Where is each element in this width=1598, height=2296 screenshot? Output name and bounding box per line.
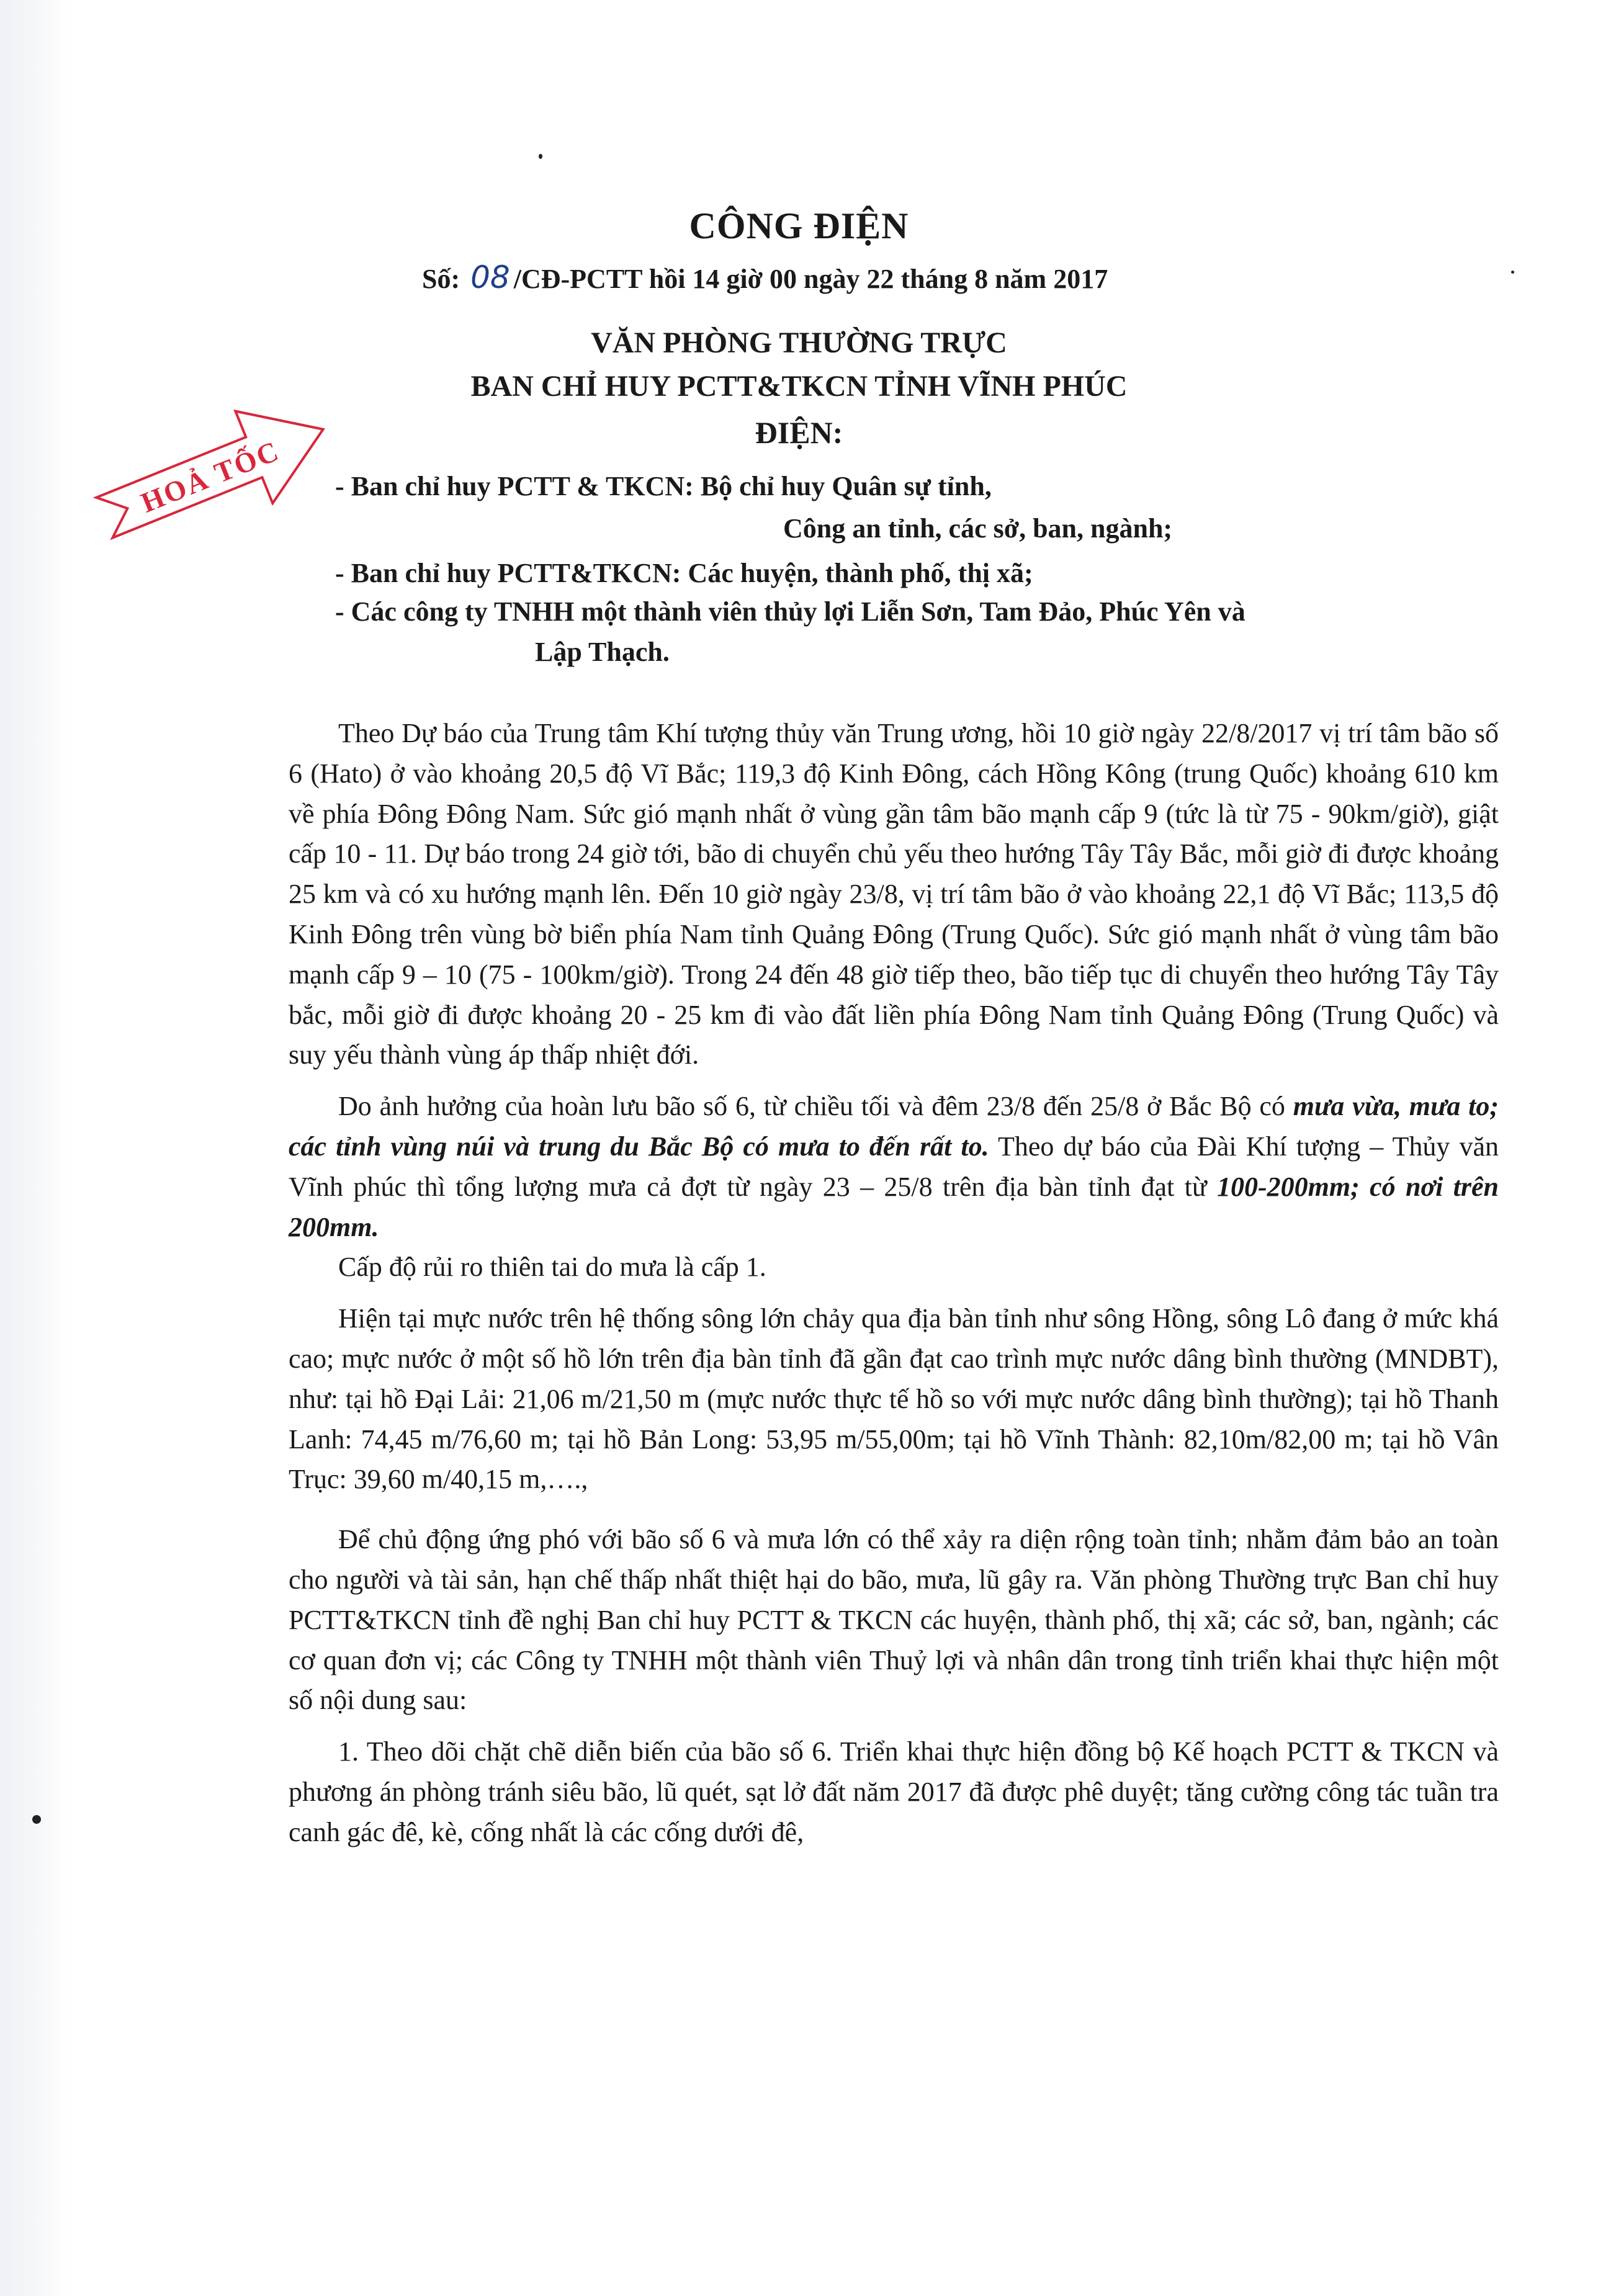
document-title: CÔNG ĐIỆN (689, 205, 909, 246)
document-body (289, 714, 1499, 1853)
issuer-line-1: VĂN PHÒNG THƯỜNG TRỰC (591, 326, 1007, 359)
so-rest: /CĐ-PCTT hồi 14 giờ 00 ngày 22 tháng 8 năm 2017 (513, 264, 1108, 294)
dien-heading: ĐIỆN: (755, 415, 843, 450)
scan-speck (1511, 271, 1514, 274)
scan-speck (32, 1815, 41, 1824)
rain-text-d: 100-200mm; có nơi trên 200mm. (289, 1171, 1499, 1242)
recipient-2: - Ban chỉ huy PCTT&TKCN: Các huyện, thành phố, thị xã; (335, 558, 1033, 588)
stamp-text: HOẢ TỐC (136, 434, 285, 519)
rain-text-a: Do ảnh hưởng của hoàn lưu bão số 6, từ chiều tối và đêm 23/8 đến 25/8 ở Bắc Bộ có (338, 1091, 1293, 1122)
paragraph-request: Để chủ động ứng phó với bão số 6 và mưa lớn có thể xảy ra diện rộng toàn tỉnh; nhằm đảm bảo an toàn cho người và tài sản, hạn chế thấp nhất thiệt hại do bão, mưa, lũ gây ra. Văn phòng Thường trực Ban chỉ huy PCTT&TKCN tỉnh đề nghị Ban chỉ huy PCTT & TKCN các huyện, thành phố, thị xã; các sở, ban, ngành; các cơ quan đơn vị; các Công ty TNHH một thành viên Thuỷ lợi và nhân dân trong tỉnh triển khai thực hiện một số nội dung sau: (289, 1524, 1499, 1716)
hoa-toc-stamp (68, 385, 366, 546)
handwritten-number: 08 (470, 259, 510, 295)
so-prefix: Số: (422, 264, 460, 294)
recipient-1: - Ban chỉ huy PCTT & TKCN: Bộ chỉ huy Quân sự tỉnh, (335, 471, 992, 501)
document-number-line (422, 259, 1108, 295)
paragraph-risk-level: Cấp độ rủi ro thiên tai do mưa là cấp 1. (338, 1252, 766, 1283)
paragraph-item-1: 1. Theo dõi chặt chẽ diễn biến của bão số 6. Triển khai thực hiện đồng bộ Kế hoạch PCTT & TKCN và phương án phòng tránh siêu bão, lũ quét, sạt lở đất năm 2017 đã được phê duyệt; tăng cường công tác tuần tra canh gác đê, kè, cống nhất là các cống dưới đê, (289, 1736, 1499, 1847)
issuer-line-2: BAN CHỈ HUY PCTT&TKCN TỈNH VĨNH PHÚC (470, 370, 1128, 403)
paragraph-storm-forecast: Theo Dự báo của Trung tâm Khí tượng thủy văn Trung ương, hồi 10 giờ ngày 22/8/2017 vị trí tâm bão số 6 (Hato) ở vào khoảng 20,5 độ Vĩ Bắc; 119,3 độ Kinh Đông, cách Hồng Kông (trung Quốc) khoảng 610 km về phía Đông Đông Nam. Sức gió mạnh nhất ở vùng gần tâm bão mạnh cấp 9 (tức là từ 75 - 90km/giờ), giật cấp 10 - 11. Dự báo trong 24 giờ tới, bão di chuyển chủ yếu theo hướng Tây Tây Bắc, mỗi giờ đi được khoảng 25 km và có xu hướng mạnh lên. Đến 10 giờ ngày 23/8, vị trí tâm bão ở vào khoảng 22,1 độ Vĩ Bắc; 113,5 độ Kinh Đông trên vùng bờ biển phía Nam tỉnh Quảng Đông (Trung Quốc). Sức gió mạnh nhất ở vùng tâm bão mạnh cấp 9 – 10 (75 - 100km/giờ). Trong 24 đến 48 giờ tiếp theo, bão tiếp tục di chuyển theo hướng Tây Tây bắc, mỗi giờ đi được khoảng 20 - 25 km đi vào đất liền phía Đông Nam tỉnh Quảng Đông (Trung Quốc) và suy yếu thành vùng áp thấp nhiệt đới. (289, 718, 1499, 1070)
scan-speck (539, 154, 542, 159)
recipient-3: - Các công ty TNHH một thành viên thủy lợi Liễn Sơn, Tam Đảo, Phúc Yên và (335, 596, 1246, 627)
rain-text-c: Theo dự báo của Đài Khí tượng – Thủy văn Vĩnh phúc thì tổng lượng mưa cả đợt từ ngày 23 – 25/8 trên địa bàn tỉnh đạt từ (289, 1131, 1499, 1202)
recipient-1-continued: Công an tỉnh, các sở, ban, ngành; (783, 513, 1173, 544)
paragraph-water-levels: Hiện tại mực nước trên hệ thống sông lớn chảy qua địa bàn tỉnh như sông Hồng, sông Lô đang ở mức khá cao; mực nước ở một số hồ lớn trên địa bàn tỉnh đã gần đạt cao trình mực nước dâng bình thường (MNDBT), như: tại hồ Đại Lải: 21,06 m/21,50 m (mực nước thực tế hồ so với mực nước dâng bình thường); tại hồ Thanh Lanh: 74,45 m/76,60 m; tại hồ Bản Long: 53,95 m/55,00m; tại hồ Vĩnh Thành: 82,10m/82,00 m; tại hồ Vân Trục: 39,60 m/40,15 m,…., (289, 1303, 1499, 1495)
paragraph-rain-forecast (289, 1087, 1499, 1247)
rain-text-b: mưa vừa, mưa to; các tỉnh vùng núi và trung du Bắc Bộ có mưa to đến rất to. (289, 1091, 1499, 1162)
recipient-3-continued: Lập Thạch. (535, 637, 670, 667)
